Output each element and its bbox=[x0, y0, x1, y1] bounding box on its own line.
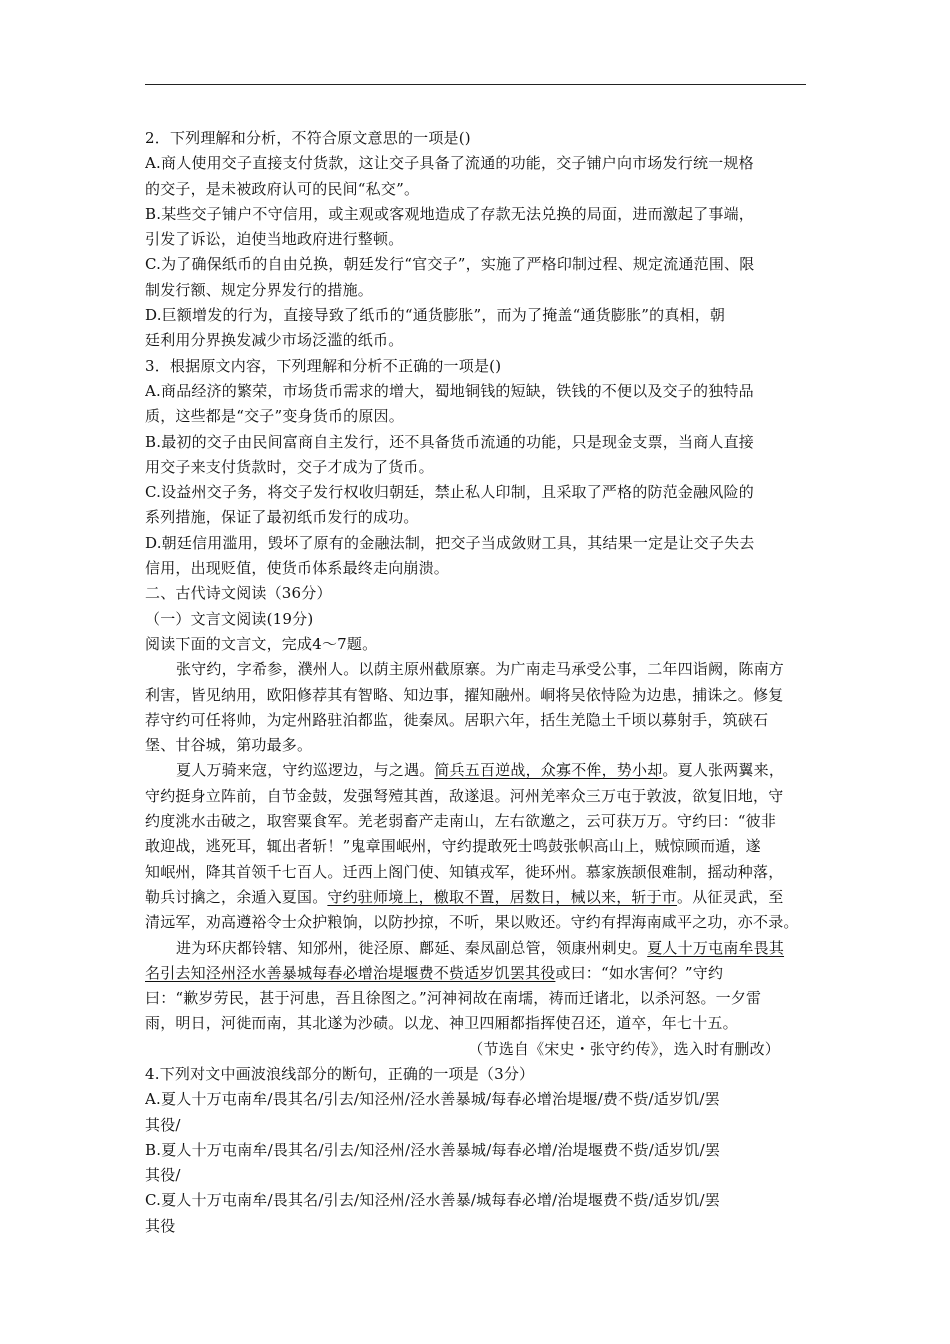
text-line bbox=[145, 278, 810, 303]
text-line bbox=[145, 430, 810, 455]
text-segment: 信用，出现贬值，使货币体系最终走向崩溃。 bbox=[145, 559, 450, 578]
text-line bbox=[145, 632, 810, 657]
text-line bbox=[145, 1188, 810, 1213]
text-segment: A.夏人十万屯南牟/畏其名/引去/知泾州/泾水善暴城/每春必增治堤堰/费不赀/适岁饥/罢 bbox=[145, 1090, 720, 1109]
text-segment: C.夏人十万屯南牟/畏其名/引去/知泾州/泾水善暴/城每春必增/治堤堰费不赀/适岁饥/罢 bbox=[145, 1191, 720, 1210]
text-line bbox=[145, 328, 810, 353]
text-segment: 其役/ bbox=[145, 1166, 181, 1185]
text-segment: 清远军，劝高遵裕令士众护粮饷，以防抄掠，不听，果以败还。守约有捍海南咸平之功，亦不录。 bbox=[145, 913, 799, 932]
text-segment: 引发了诉讼，迫使当地政府进行整顿。 bbox=[145, 230, 404, 249]
text-line bbox=[145, 1138, 810, 1163]
text-segment: C.设益州交子务，将交子发行权收归朝廷，禁止私人印制，且采取了严格的防范金融风险的 bbox=[145, 483, 754, 502]
text-line bbox=[145, 936, 810, 961]
text-segment: 或曰：“如水害何？”守约 bbox=[555, 963, 724, 982]
text-segment: 用交子来支付货款时，交子才成为了货币。 bbox=[145, 457, 434, 476]
text-segment: （一）文言文阅读(19分) bbox=[145, 609, 314, 628]
underlined-text: 守约驻师境上，檄取不置，居数日，械以来，斩于市 bbox=[327, 887, 678, 906]
text-segment: （节选自《宋史・张守约传》，选入时有删改） bbox=[468, 1039, 780, 1058]
header-rule bbox=[145, 84, 806, 85]
text-segment: 夏人万骑来寇，守约巡逻边，与之遇。 bbox=[176, 761, 435, 780]
text-segment: 敢迎战，逃死耳，辄出者斩！”鬼章围岷州，守约提敢死士鸣鼓张帜高山上，贼惊顾而遁，遂 bbox=[145, 837, 761, 856]
text-line bbox=[145, 607, 810, 632]
text-segment: B.夏人十万屯南牟/畏其名/引去/知泾州/泾水善暴城/每春必增/治堤堰费不赀/适岁饥/罢 bbox=[145, 1140, 721, 1159]
text-segment: A.商人使用交子直接支付货款，这让交子具备了流通的功能，交子铺户向市场发行统一规格 bbox=[145, 154, 754, 173]
text-line bbox=[145, 885, 810, 910]
text-line bbox=[145, 1062, 810, 1087]
text-line bbox=[145, 784, 810, 809]
text-segment: D.巨额增发的行为，直接导致了纸币的“通货膨胀”，而为了掩盖“通货膨胀”的真相，朝 bbox=[145, 306, 726, 325]
text-segment: 张守约，字希参，濮州人。以荫主原州截原寨。为广南走马承受公事，二年四诣阙，陈南方 bbox=[176, 660, 785, 679]
text-segment: 堡、甘谷城，第功最多。 bbox=[145, 736, 313, 755]
text-line bbox=[145, 1037, 810, 1062]
text-segment: 系列措施，保证了最初纸币发行的成功。 bbox=[145, 508, 419, 527]
text-segment: 其役/ bbox=[145, 1115, 181, 1134]
text-segment: B.某些交子铺户不守信用，或主观或客观地造成了存款无法兑换的局面，进而激起了事端， bbox=[145, 204, 754, 223]
text-segment: B.最初的交子由民间富商自主发行，还不具备货币流通的功能，只是现金支票，当商人直接 bbox=[145, 432, 754, 451]
underlined-text: 名引去知泾州泾水善暴城每春必增治堤堰费不赀适岁饥罢其役 bbox=[145, 963, 556, 982]
text-line bbox=[145, 961, 810, 986]
text-segment: 4.下列对文中画波浪线部分的断句，正确的一项是（3分） bbox=[145, 1064, 535, 1083]
text-segment: 守约挺身立阵前，自节金鼓，发强弩殪其酋，敌遂退。河州羌率众三万屯于敦波，欲复旧地，守 bbox=[145, 786, 784, 805]
text-segment: A.商品经济的繁荣，市场货币需求的增大，蜀地铜钱的短缺，铁钱的不便以及交子的独特品 bbox=[145, 381, 754, 400]
text-line bbox=[145, 860, 810, 885]
text-segment: 质，这些都是“交子”变身货币的原因。 bbox=[145, 407, 404, 426]
text-line bbox=[145, 252, 810, 277]
text-segment: 廷利用分界换发减少市场泛滥的纸币。 bbox=[145, 331, 404, 350]
text-line bbox=[145, 354, 810, 379]
text-segment: 其役 bbox=[145, 1216, 176, 1235]
text-segment: 阅读下面的文言文，完成4～7题。 bbox=[145, 634, 378, 653]
text-segment: C.为了确保纸币的自由兑换，朝廷发行“官交子”，实施了严格印制过程、规定流通范围、限 bbox=[145, 255, 755, 274]
text-line bbox=[145, 404, 810, 429]
text-line bbox=[145, 986, 810, 1011]
text-segment: 知岷州，降其首领千七百人。迁西上阁门使、知镇戎军，徙环州。慕家族颉佷难制，摇动种落， bbox=[145, 862, 784, 881]
text-line bbox=[145, 733, 810, 758]
text-line bbox=[145, 455, 810, 480]
text-line bbox=[145, 910, 810, 935]
text-segment: 约度洮水击破之，取窖粟食军。羌老弱畜产走南山，左右欲邀之，云可获万万。守约曰：“彼非 bbox=[145, 812, 777, 831]
text-line bbox=[145, 379, 810, 404]
text-segment: 勒兵讨擒之，余遁入夏国。 bbox=[145, 887, 328, 906]
text-line bbox=[145, 708, 810, 733]
text-line bbox=[145, 480, 810, 505]
text-segment: 雨，明日，河徙而南，其北遂为沙碛。以龙、神卫四厢都指挥使召还，道卒，年七十五。 bbox=[145, 1014, 738, 1033]
text-segment: 曰：“歉岁劳民，甚于河患，吾且徐图之。”河神祠故在南壖，祷而迁诸北，以杀河怒。一夕雷 bbox=[145, 989, 762, 1008]
text-line bbox=[145, 1214, 810, 1239]
text-line bbox=[145, 151, 810, 176]
text-segment: 利害，皆见纳用，欧阳修荐其有智略、知边事，擢知融州。峒将吴依恃险为边患，捕诛之。修复 bbox=[145, 685, 784, 704]
text-segment: D.朝廷信用滥用，毁坏了原有的金融法制，把交子当成敛财工具，其结果一定是让交子失去 bbox=[145, 533, 755, 552]
text-segment: 3．根据原文内容，下列理解和分析不正确的一项是() bbox=[145, 356, 502, 375]
text-line bbox=[145, 177, 810, 202]
text-segment: 二、古代诗文阅读（36分） bbox=[145, 584, 332, 603]
underlined-text: 夏人十万屯南牟畏其 bbox=[647, 938, 785, 957]
text-line bbox=[145, 1011, 810, 1036]
text-line bbox=[145, 809, 810, 834]
text-line bbox=[145, 834, 810, 859]
text-line bbox=[145, 1113, 810, 1138]
text-line bbox=[145, 531, 810, 556]
text-segment: 。从征灵武，至 bbox=[677, 887, 784, 906]
text-segment: 进为环庆都铃辖、知邠州，徙泾原、鄜延、秦凤副总管，领康州刺史。 bbox=[176, 938, 648, 957]
text-line bbox=[145, 683, 810, 708]
text-line bbox=[145, 126, 810, 151]
text-segment: 。夏人张两翼来， bbox=[662, 761, 785, 780]
text-segment: 的交子，是未被政府认可的民间“私交”。 bbox=[145, 179, 420, 198]
text-line bbox=[145, 657, 810, 682]
text-line bbox=[145, 1087, 810, 1112]
text-line bbox=[145, 227, 810, 252]
document-body bbox=[145, 126, 810, 1239]
text-line bbox=[145, 556, 810, 581]
text-line bbox=[145, 758, 810, 783]
text-line bbox=[145, 303, 810, 328]
text-segment: 2．下列理解和分析，不符合原文意思的一项是() bbox=[145, 129, 471, 147]
text-line bbox=[145, 1163, 810, 1188]
text-line bbox=[145, 202, 810, 227]
text-line bbox=[145, 505, 810, 530]
text-line bbox=[145, 581, 810, 606]
underlined-text: 简兵五百逆战，众寡不侔，势小却 bbox=[434, 761, 663, 780]
text-segment: 荐守约可任将帅，为定州路驻泊都监，徙秦凤。居职六年，括生羌隐土千顷以募射手，筑硖石 bbox=[145, 710, 769, 729]
text-segment: 制发行额、规定分界发行的措施。 bbox=[145, 280, 374, 299]
